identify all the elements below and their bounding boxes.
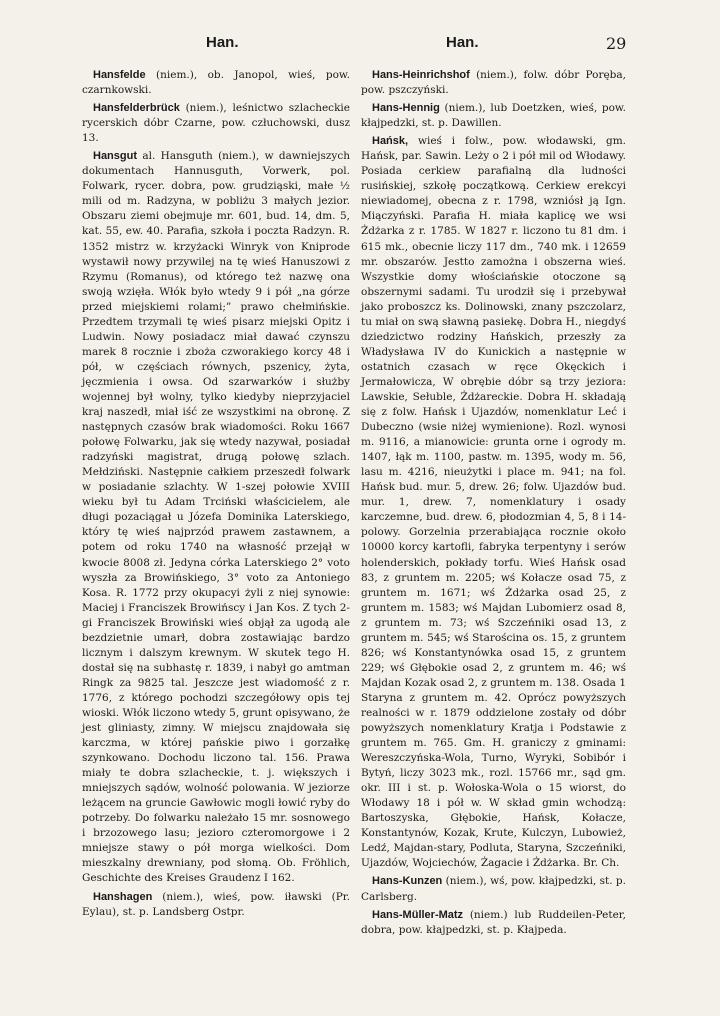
entry-text: wieś i folw., pow. włodawski, gm. Hańsk, par. Sawin. Leży o 2 i pół mil od Włodawy. Posiada cerkiew parafialną dla ludności rusińskiej, szkołę początkową. Cerkiew erekcyi niewiadomej, obecna z r. 1798, wzniósł ją Ign. Miączyński. Parafia H. miała kaplicę we wsi Żdżarka z r. 1785. W 1827 r. liczono tu 81 dm. i 615 mk., obecnie liczy 117 dm., 740 mk. i 12659 mr. obszarów. Jestto zamożna i obszerna wieś. Wszystkie domy włościańskie otoczone są obszernymi sadami. Tu urodził się i przebywał jako proboszcz ks. Dolinowski, znany pszczolarz, tu miał on swą sławną pasiekę. Dobra H., niegdyś dziedzictwo rodziny Hańskich, przeszły za Władysława IV do Kunickich a następnie w ostatnich czasach w ręce Okęckich i Jermałowicza, W obrębie dóbr są trzy jeziora: Lawskie, Sełuble, Żdżareckie. Dobra H. składają się z folw. Hańsk i Ujazdów, nomenklatur Leć i Dubeczno (wsie niżej wymienione). Rozl. wynosi m. 9116, a mianowicie: grunta orne i ogrody m. 1407, łąk m. 1100, pastw. m. 1395, wody m. 56, lasu m. 4216, nieużytki i place m. 941; na fol. Hańsk bud. mur. 5, drew. 26; folw. Ujazdów bud. mur. 1, drew. 7, nomenklatury i osady karczemne, bud. drew. 6, płodozmian 4, 5, 8 i 14-polowy. Gorzelnia przerabiająca rocznie około 10000 korcy kartofli, fabryka terpentyny i serów holenderskich, pokłady torfu. Wieś Hańsk osad 83, z gruntem m. 2205; wś Kołacze osad 75, z gruntem m. 1671; wś Żdżarka osad 25, z gruntem m. 1583; wś Majdan Lubomierz osad 8, z gruntem m. 73; wś Szczeńniki osad 13, z gruntem m. 545; wś Starościna os. 15, z gruntem 826; wś Konstantynówka osad 15, z gruntem 229; wś Głębokie osad 2, z gruntem m. 46; wś Majdan Kozak osad 2, z gruntem m. 138. Osada 1 Staryna z gruntem m. 42. Oprócz powyższych realności w r. 1879 oddzielone zostały od dóbr powyższych nomenklatury Kratja i Podstawie z gruntem m. 765. Gm. H. graniczy z gminami: Wereszczyńska-Wola, Turno, Wyryki, Sobibór i Bytyń, liczy 3023 mk., rozl. 15766 mr., sąd gm. okr. III i st. p. Wołoska-Wola o 15 wiorst, do Włodawy 18 i pół w. W skład gmin wchodzą: Bartoszyska, Głębokie, Hańsk, Kołacze, Konstantynów, Kozak, Krute, Kulczyn, Lubowież, Ledź, Majdan-stary, Podluta, Staryna, Szczeńniki, Ujazdów, Wojciechów, Żagacie i Żdżarka. Br. Ch. xyxy=(361,135,626,870)
entry-headword: Hansfelde xyxy=(93,69,146,81)
dictionary-entry xyxy=(361,134,626,871)
dictionary-entry xyxy=(82,101,350,146)
dictionary-entry xyxy=(82,890,350,920)
dictionary-entry xyxy=(361,874,626,904)
entry-headword: Hansgut xyxy=(93,150,137,163)
entry-headword: Hańsk, xyxy=(372,135,409,148)
page-number: 29 xyxy=(606,34,627,53)
entry-headword: Hans-Hennig xyxy=(372,102,440,115)
entry-headword: Hans-Müller-Matz xyxy=(372,908,464,921)
entry-text: (niem.), wieś, pow. iławski (Pr. Eylau), st. p. Landsberg Ostpr. xyxy=(82,890,350,918)
entry-headword: Hanshagen xyxy=(93,890,153,903)
entry-headword: Hansfelderbrück xyxy=(93,102,180,115)
header-left-title: Han. xyxy=(206,34,239,51)
dictionary-entry xyxy=(361,68,626,98)
entry-text: (niem.) lub Ruddeilen-Peter, dobra, pow. kłajpedzki, st. p. Kłajpeda. xyxy=(361,908,626,936)
dictionary-entry xyxy=(361,101,626,131)
header-center-title: Han. xyxy=(446,34,479,51)
entry-headword: Hans-Kunzen xyxy=(372,875,443,888)
right-column xyxy=(361,68,626,941)
entry-headword: Hans-Heinrichshof xyxy=(372,69,470,81)
dictionary-entry xyxy=(82,68,350,98)
dictionary-entry xyxy=(82,149,350,886)
dictionary-entry xyxy=(361,908,626,938)
entry-text: (niem.), wś, pow. kłajpedzki, st. p. Carlsberg. xyxy=(361,875,626,903)
running-header xyxy=(0,34,720,54)
left-column xyxy=(82,68,350,923)
entry-text: al. Hansguth (niem.), w dawniejszych dokumentach Hannusguth, Vorwerk, pol. Folwark, rycer. dobra, pow. grudziąski, małe ½ mili od m. Radzyna, w pobliżu 3 małych jezior. Obszaru ziemi obejmuje mr. 601, bud. 14, dm. 5, kat. 55, ew. 40. Parafia, szkoła i poczta Radzyn. R. 1352 mistrz w. krzyżacki Winryk von Kniprode wystawił nowy przywilej na tę wieś Hanuszowi z Rzymu (Romanus), od którego też nazwę ona swoją wzięła. Włók było wtedy 9 i pół „na górze przed miejskiemi rolami;” prawo chełmińskie. Przedtem trzymali tę wieś pisarz miejski Opitz i Ludwin. Nowy posiadacz miał dawać czynszu marek 8 rocznie i zboża czworakiego korcy 48 i pół, w częściach równych, pszenicy, żyta, jęczmienia i owsa. Od szarwarków i służby wojennej był wolny, tylko kiedyby nieprzyjaciel kraj naszedł, miał iść ze wszystkimi na obronę. Z następnych czasów brak wiadomości. Roku 1667 połowę Folwarku, jak się wtedy nazywał, posiadał radzyński magistrat, drugą połowę szlach. Mełdziński. Następnie całkiem przeszedł folwark w posiadanie szlachty. W 1-szej połowie XVIII wieku był tu Adam Trciński właścicielem, ale długi pozaciągał u Józefa Dominika Laterskiego, który tę wieś najprzód prawem zastawnem, a potem od roku 1740 na własność przejął w kwocie 8008 zł. Jedyna córka Laterskiego 2° voto wyszła za Browińskiego, 3° voto za Antoniego Kosa. R. 1772 przy okupacyi żyli z niej synowie: Maciej i Franciszek Browińscy i Jan Kos. Z tych 2-gi Franciszek Browiński wieś objął za ugodą ale bezdzietnie umarł, dobra zostawiając bardzo licznym i dalszym krewnym. W skutek tego H. dostał się na subhastę r. 1839, i nabył go amtman Ringk za 9825 tal. Jeszcze jest wiadomość z r. 1776, z którego pochodzi szczegółowy opis tej wioski. Włók liczono wtedy 5, grunt opisywano, że jest gliniasty, zimny. W miejscu znajdowała się karczma, w której pańskie piwo i gorzałkę szynkowano. Dochodu liczono tal. 156. Prawa miały te dobra szlacheckie, t. j. większych i mniejszych sądów, wolność polowania. W jeziorze leżącem na gruncie Gawłowic mogli łowić ryby do potrzeby. Do folwarku należało 15 mr. sosnowego i brzozowego lasu; jezioro czteromorgowe i 2 mniejsze stawy o pół morga wielkości. Dom mieszkalny drewniany, pod słomą. Ob. Fröhlich, Geschichte des Kreises Graudenz I 162. xyxy=(82,150,350,885)
entry-text: (niem.), leśnictwo szlacheckie rycerskich dóbr Czarne, pow. człuchowski, dusz 13. xyxy=(82,102,350,145)
entry-text: (niem.), lub Doetzken, wieś, pow. kłajpedzki, st. p. Dawillen. xyxy=(361,102,626,130)
entry-text: (niem.), ob. Janopol, wieś, pow. czarnkowski. xyxy=(82,69,350,97)
entry-text: (niem.), folw. dóbr Poręba, pow. pszczyński. xyxy=(361,69,626,97)
